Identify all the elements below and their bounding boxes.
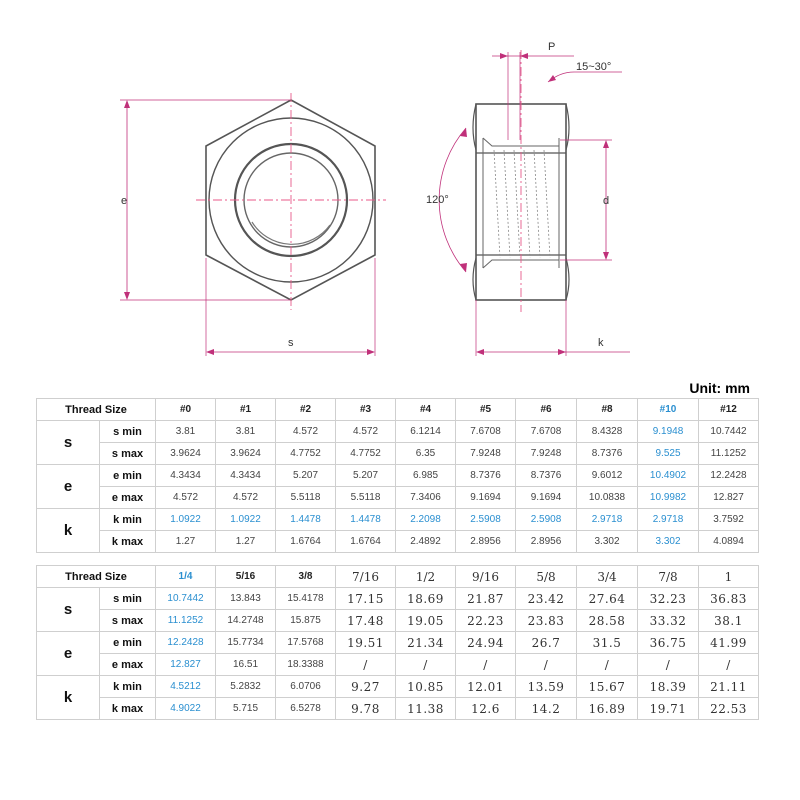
thread-size-cell: 7/16 [336,566,396,588]
dimension-table-large-sizes [36,565,759,720]
value-cell: 18.39 [638,676,699,698]
thread-size-cell: #4 [396,399,456,421]
value-cell: 8.4328 [577,421,638,443]
nut-side-view [426,41,630,356]
value-cell: 1.27 [156,531,216,553]
dimension-row-label: s max [100,443,156,465]
value-cell: 13.843 [216,588,276,610]
dimension-row-label: e max [100,487,156,509]
value-cell: 32.23 [638,588,699,610]
value-cell: 2.5908 [516,509,577,531]
value-cell: 1.6764 [336,531,396,553]
value-cell: 5.5118 [276,487,336,509]
thread-size-cell: #0 [156,399,216,421]
value-cell: 13.59 [516,676,577,698]
table-row [37,465,759,487]
value-cell: 10.85 [396,676,456,698]
value-cell: 15.875 [276,610,336,632]
value-cell: 5.715 [216,698,276,720]
table-row [37,421,759,443]
value-cell: 11.38 [396,698,456,720]
thread-size-header: Thread Size [37,566,156,588]
value-cell: 3.81 [216,421,276,443]
value-cell: 2.5908 [456,509,516,531]
dimension-group-label: s [37,421,100,465]
value-cell: 17.5768 [276,632,336,654]
table-row [37,654,759,676]
dimension-row-label: e min [100,465,156,487]
value-cell: 17.48 [336,610,396,632]
value-cell: 14.2 [516,698,577,720]
thread-size-cell: 1 [699,566,759,588]
value-cell: 6.35 [396,443,456,465]
value-cell: 5.5118 [336,487,396,509]
value-cell: 4.3434 [156,465,216,487]
value-cell: 4.572 [156,487,216,509]
value-cell: 4.0894 [699,531,759,553]
value-cell: 1.0922 [216,509,276,531]
dimension-row-label: s min [100,421,156,443]
value-cell: 10.4902 [638,465,699,487]
value-cell: 9.1948 [638,421,699,443]
value-cell: 9.525 [638,443,699,465]
value-cell: 3.7592 [699,509,759,531]
value-cell: 28.58 [577,610,638,632]
value-cell: 18.69 [396,588,456,610]
value-cell: 36.83 [699,588,759,610]
value-cell: 19.71 [638,698,699,720]
value-cell: 6.5278 [276,698,336,720]
thread-size-cell: #10 [638,399,699,421]
value-cell: 10.7442 [699,421,759,443]
value-cell: 21.34 [396,632,456,654]
value-cell: 7.9248 [516,443,577,465]
value-cell: 3.9624 [156,443,216,465]
table-row [37,443,759,465]
value-cell: 2.2098 [396,509,456,531]
value-cell: 3.302 [577,531,638,553]
dimension-table-small-sizes [36,398,759,553]
value-cell: 6.0706 [276,676,336,698]
value-cell: 1.27 [216,531,276,553]
dimension-group-label: s [37,588,100,632]
value-cell: 10.0838 [577,487,638,509]
thread-size-cell: #6 [516,399,577,421]
value-cell: 3.81 [156,421,216,443]
dimension-row-label: s max [100,610,156,632]
table-row [37,588,759,610]
value-cell: 4.5212 [156,676,216,698]
value-cell: / [577,654,638,676]
value-cell: 9.1694 [456,487,516,509]
value-cell: 6.985 [396,465,456,487]
thread-size-cell: 1/4 [156,566,216,588]
value-cell: 22.53 [699,698,759,720]
value-cell: 27.64 [577,588,638,610]
value-cell: 6.1214 [396,421,456,443]
thread-size-cell: #2 [276,399,336,421]
value-cell: 21.11 [699,676,759,698]
label-k: k [598,337,604,349]
value-cell: 9.6012 [577,465,638,487]
value-cell: 19.51 [336,632,396,654]
value-cell: 2.9718 [577,509,638,531]
dimension-group-label: k [37,676,100,720]
value-cell: 11.1252 [156,610,216,632]
dimension-row-label: k max [100,531,156,553]
value-cell: 7.6708 [516,421,577,443]
value-cell: 5.207 [276,465,336,487]
value-cell: 23.83 [516,610,577,632]
table-row [37,610,759,632]
value-cell: 1.4478 [336,509,396,531]
thread-size-cell: #3 [336,399,396,421]
table-row [37,509,759,531]
value-cell: 4.572 [276,421,336,443]
value-cell: / [336,654,396,676]
value-cell: 5.207 [336,465,396,487]
thread-size-cell: 3/8 [276,566,336,588]
label-s: s [288,337,294,349]
dimension-group-label: e [37,632,100,676]
thread-size-cell: 5/16 [216,566,276,588]
table-row [37,632,759,654]
nut-front-view [120,93,386,356]
table-header-row [37,566,759,588]
dimension-row-label: e max [100,654,156,676]
thread-size-cell: 3/4 [577,566,638,588]
label-120-angle: 120° [426,194,449,206]
value-cell: 1.6764 [276,531,336,553]
value-cell: 8.7376 [456,465,516,487]
thread-size-cell: #1 [216,399,276,421]
thread-size-cell: #5 [456,399,516,421]
thread-size-cell: #12 [699,399,759,421]
value-cell: 31.5 [577,632,638,654]
value-cell: 4.3434 [216,465,276,487]
value-cell: 36.75 [638,632,699,654]
value-cell: 4.572 [336,421,396,443]
value-cell: 4.7752 [336,443,396,465]
label-e: e [121,195,128,207]
value-cell: 2.4892 [396,531,456,553]
thread-size-cell: 1/2 [396,566,456,588]
value-cell: 41.99 [699,632,759,654]
value-cell: / [456,654,516,676]
value-cell: / [638,654,699,676]
table-row [37,676,759,698]
value-cell: 26.7 [516,632,577,654]
value-cell: 9.27 [336,676,396,698]
table-row [37,698,759,720]
value-cell: 12.2428 [699,465,759,487]
value-cell: 12.01 [456,676,516,698]
table-row [37,531,759,553]
value-cell: 7.6708 [456,421,516,443]
value-cell: 2.9718 [638,509,699,531]
value-cell: 18.3388 [276,654,336,676]
label-d: d [603,195,610,207]
thread-size-cell: 9/16 [456,566,516,588]
value-cell: 11.1252 [699,443,759,465]
label-p: P [548,41,556,53]
thread-size-cell: #8 [577,399,638,421]
value-cell: 22.23 [456,610,516,632]
value-cell: 38.1 [699,610,759,632]
value-cell: 23.42 [516,588,577,610]
value-cell: 4.7752 [276,443,336,465]
value-cell: 33.32 [638,610,699,632]
value-cell: 5.2832 [216,676,276,698]
value-cell: 7.3406 [396,487,456,509]
thread-size-cell: 7/8 [638,566,699,588]
dimension-group-label: k [37,509,100,553]
value-cell: 12.827 [156,654,216,676]
dimension-row-label: k min [100,676,156,698]
value-cell: 7.9248 [456,443,516,465]
value-cell: 4.9022 [156,698,216,720]
thread-size-header: Thread Size [37,399,156,421]
value-cell: 12.2428 [156,632,216,654]
value-cell: 3.302 [638,531,699,553]
value-cell: 10.7442 [156,588,216,610]
value-cell: 8.7376 [516,465,577,487]
value-cell: 24.94 [456,632,516,654]
value-cell: 3.9624 [216,443,276,465]
table-header-row [37,399,759,421]
table-row [37,487,759,509]
dimension-row-label: e min [100,632,156,654]
dimension-row-label: s min [100,588,156,610]
value-cell: 4.572 [216,487,276,509]
nut-technical-drawing [0,0,800,370]
value-cell: 17.15 [336,588,396,610]
value-cell: 16.89 [577,698,638,720]
value-cell: 9.1694 [516,487,577,509]
dimension-row-label: k max [100,698,156,720]
value-cell: 15.4178 [276,588,336,610]
unit-label: Unit: mm [689,380,750,396]
value-cell: 8.7376 [577,443,638,465]
value-cell: 14.2748 [216,610,276,632]
dimension-group-label: e [37,465,100,509]
thread-size-cell: 5/8 [516,566,577,588]
label-chamfer-angle: 15~30° [576,61,612,73]
value-cell: / [516,654,577,676]
value-cell: 1.4478 [276,509,336,531]
value-cell: 15.7734 [216,632,276,654]
value-cell: 12.827 [699,487,759,509]
value-cell: / [699,654,759,676]
value-cell: 9.78 [336,698,396,720]
value-cell: 2.8956 [456,531,516,553]
value-cell: 12.6 [456,698,516,720]
value-cell: 10.9982 [638,487,699,509]
value-cell: 21.87 [456,588,516,610]
value-cell: 15.67 [577,676,638,698]
dimension-row-label: k min [100,509,156,531]
value-cell: 2.8956 [516,531,577,553]
value-cell: 16.51 [216,654,276,676]
value-cell: / [396,654,456,676]
value-cell: 19.05 [396,610,456,632]
value-cell: 1.0922 [156,509,216,531]
